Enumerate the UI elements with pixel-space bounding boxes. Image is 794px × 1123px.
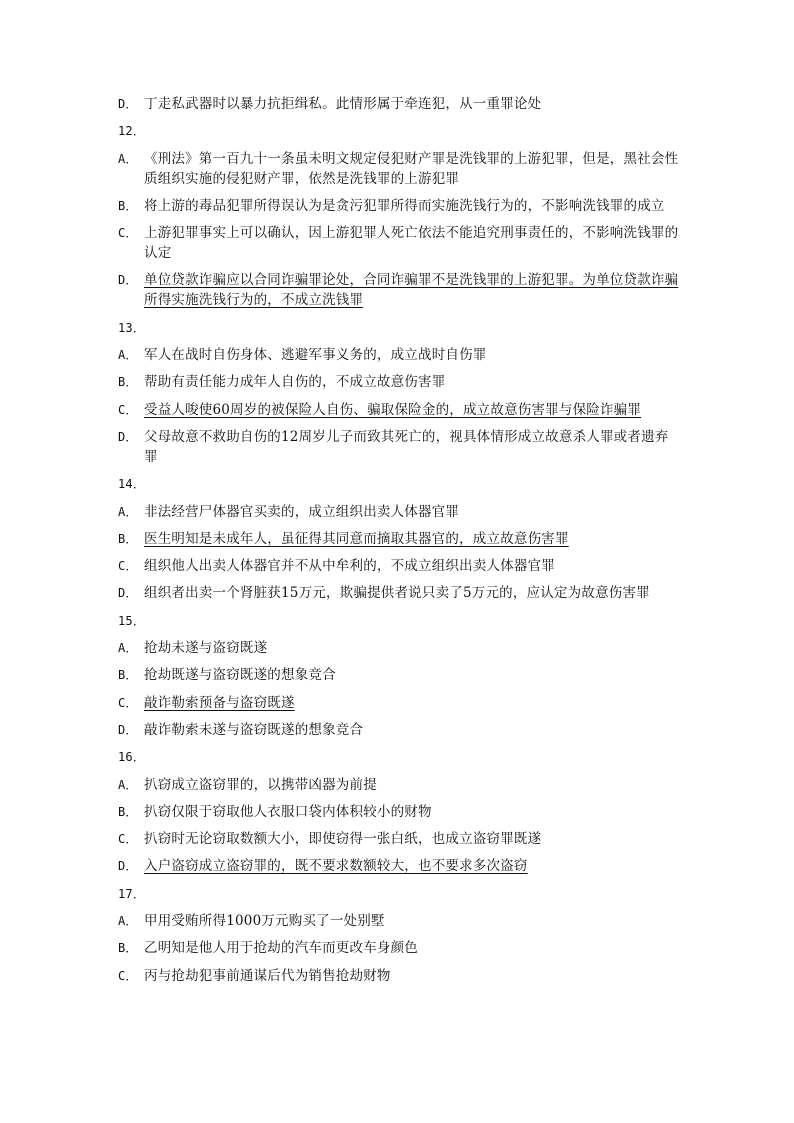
option-label: B． bbox=[118, 668, 138, 683]
option-text: 敲诈勒索未遂与盗窃既遂的想象竞合 bbox=[144, 721, 364, 738]
option-label: C． bbox=[118, 832, 138, 847]
option-text: 敲诈勒索预备与盗窃既遂 bbox=[144, 694, 295, 711]
option-text: 军人在战时自伤身体、逃避军事义务的，成立战时自伤罪 bbox=[144, 347, 487, 364]
answer-option bbox=[118, 345, 682, 365]
option-label: B． bbox=[118, 198, 138, 213]
option-label: A． bbox=[118, 348, 138, 363]
option-text: 单位贷款诈骗应以合同诈骗罪论处，合同诈骗罪不是洗钱罪的上游犯罪。为单位贷款诈骗所得实施洗钱行为的，不成立洗钱罪 bbox=[144, 272, 679, 309]
question-number: 13． bbox=[118, 320, 146, 335]
answer-option bbox=[118, 372, 682, 392]
answer-option bbox=[118, 829, 682, 849]
answer-option bbox=[118, 720, 682, 740]
option-label: A． bbox=[118, 914, 138, 929]
option-text: 丁走私武器时以暴力抗拒缉私。此情形属于牵连犯，从一重罪论处 bbox=[144, 96, 542, 112]
option-label: A． bbox=[118, 777, 138, 792]
answer-option bbox=[118, 938, 682, 958]
option-text: 非法经营尸体器官买卖的，成立组织出卖人体器官罪 bbox=[144, 503, 460, 520]
option-text: 组织者出卖一个肾脏获15万元，欺骗提供者说只卖了5万元的，应认定为故意伤害罪 bbox=[144, 585, 650, 602]
question-number: 12． bbox=[118, 124, 146, 139]
answer-option bbox=[118, 966, 682, 986]
answer-option bbox=[118, 427, 682, 467]
option-label: D． bbox=[118, 429, 138, 444]
answer-option bbox=[118, 223, 682, 263]
answer-option bbox=[118, 638, 682, 658]
option-text: 受益人唆使60周岁的被保险人自伤、骗取保险金的，成立故意伤害罪与保险诈骗罪 bbox=[144, 401, 642, 418]
answer-option bbox=[118, 94, 682, 114]
question-list bbox=[118, 94, 682, 993]
option-text: 乙明知是他人用于抢劫的汽车而更改车身颜色 bbox=[144, 940, 418, 957]
option-label: B． bbox=[118, 804, 138, 819]
option-text: 帮助有责任能力成年人自伤的，不成立故意伤害罪 bbox=[144, 374, 446, 391]
answer-option bbox=[118, 556, 682, 576]
question-number: 15． bbox=[118, 613, 146, 628]
answer-option bbox=[118, 502, 682, 522]
answer-option bbox=[118, 775, 682, 795]
option-label: B． bbox=[118, 531, 138, 546]
option-label: C． bbox=[118, 226, 138, 241]
option-label: B． bbox=[118, 375, 138, 390]
option-text: 扒窃仅限于窃取他人衣服口袋内体积较小的财物 bbox=[144, 803, 432, 820]
option-label: A． bbox=[118, 504, 138, 519]
answer-option bbox=[118, 802, 682, 822]
option-label: B． bbox=[118, 941, 138, 956]
option-label: D． bbox=[118, 586, 138, 601]
option-text: 扒窃成立盗窃罪的，以携带凶器为前提 bbox=[144, 776, 377, 793]
option-text: 父母故意不救助自伤的12周岁儿子而致其死亡的，视具体情形成立故意杀人罪或者遗弃罪 bbox=[144, 428, 669, 465]
option-text: 甲用受贿所得1000万元购买了一处别墅 bbox=[144, 913, 385, 930]
answer-option bbox=[118, 665, 682, 685]
option-text: 抢劫未遂与盗窃既遂 bbox=[144, 640, 268, 657]
answer-option-underlined bbox=[118, 856, 682, 876]
answer-option bbox=[118, 149, 682, 189]
answer-option bbox=[118, 196, 682, 216]
option-text: 扒窃时无论窃取数额大小，即使窃得一张白纸，也成立盗窃罪既遂 bbox=[144, 831, 542, 848]
option-label: A． bbox=[118, 641, 138, 656]
option-text: 组织他人出卖人体器官并不从中牟利的，不成立组织出卖人体器官罪 bbox=[144, 558, 555, 575]
option-text: 上游犯罪事实上可以确认，因上游犯罪人死亡依法不能追究刑事责任的，不影响洗钱罪的认定 bbox=[144, 225, 679, 262]
option-text: 《刑法》第一百九十一条虽未明文规定侵犯财产罪是洗钱罪的上游犯罪，但是，黑社会性质组织实施的侵犯财产罪，依然是洗钱罪的上游犯罪 bbox=[144, 150, 679, 187]
answer-option-underlined bbox=[118, 400, 682, 420]
option-text: 抢劫既遂与盗窃既遂的想象竞合 bbox=[144, 667, 336, 684]
option-label: C． bbox=[118, 695, 138, 710]
question-number: 17． bbox=[118, 886, 146, 901]
question-number: 14． bbox=[118, 477, 146, 492]
option-label: C． bbox=[118, 559, 138, 574]
answer-option-underlined bbox=[118, 693, 682, 713]
option-label: D． bbox=[118, 859, 138, 874]
option-label: D． bbox=[118, 97, 138, 111]
option-text: 医生明知是未成年人，虽征得其同意而摘取其器官的，成立故意伤害罪 bbox=[144, 530, 569, 547]
option-text: 丙与抢劫犯事前通谋后代为销售抢劫财物 bbox=[144, 967, 391, 984]
option-text: 入户盗窃成立盗窃罪的，既不要求数额较大，也不要求多次盗窃 bbox=[144, 858, 528, 875]
answer-option-underlined bbox=[118, 529, 682, 549]
option-label: D． bbox=[118, 722, 138, 737]
answer-option-underlined bbox=[118, 270, 682, 310]
option-label: C． bbox=[118, 968, 138, 983]
answer-option bbox=[118, 583, 682, 603]
option-label: C． bbox=[118, 402, 138, 417]
option-text: 将上游的毒品犯罪所得误认为是贪污犯罪所得而实施洗钱行为的，不影响洗钱罪的成立 bbox=[144, 197, 665, 214]
question-number: 16． bbox=[118, 750, 146, 765]
option-label: D． bbox=[118, 273, 138, 288]
answer-option bbox=[118, 911, 682, 931]
option-label: A． bbox=[118, 151, 138, 166]
